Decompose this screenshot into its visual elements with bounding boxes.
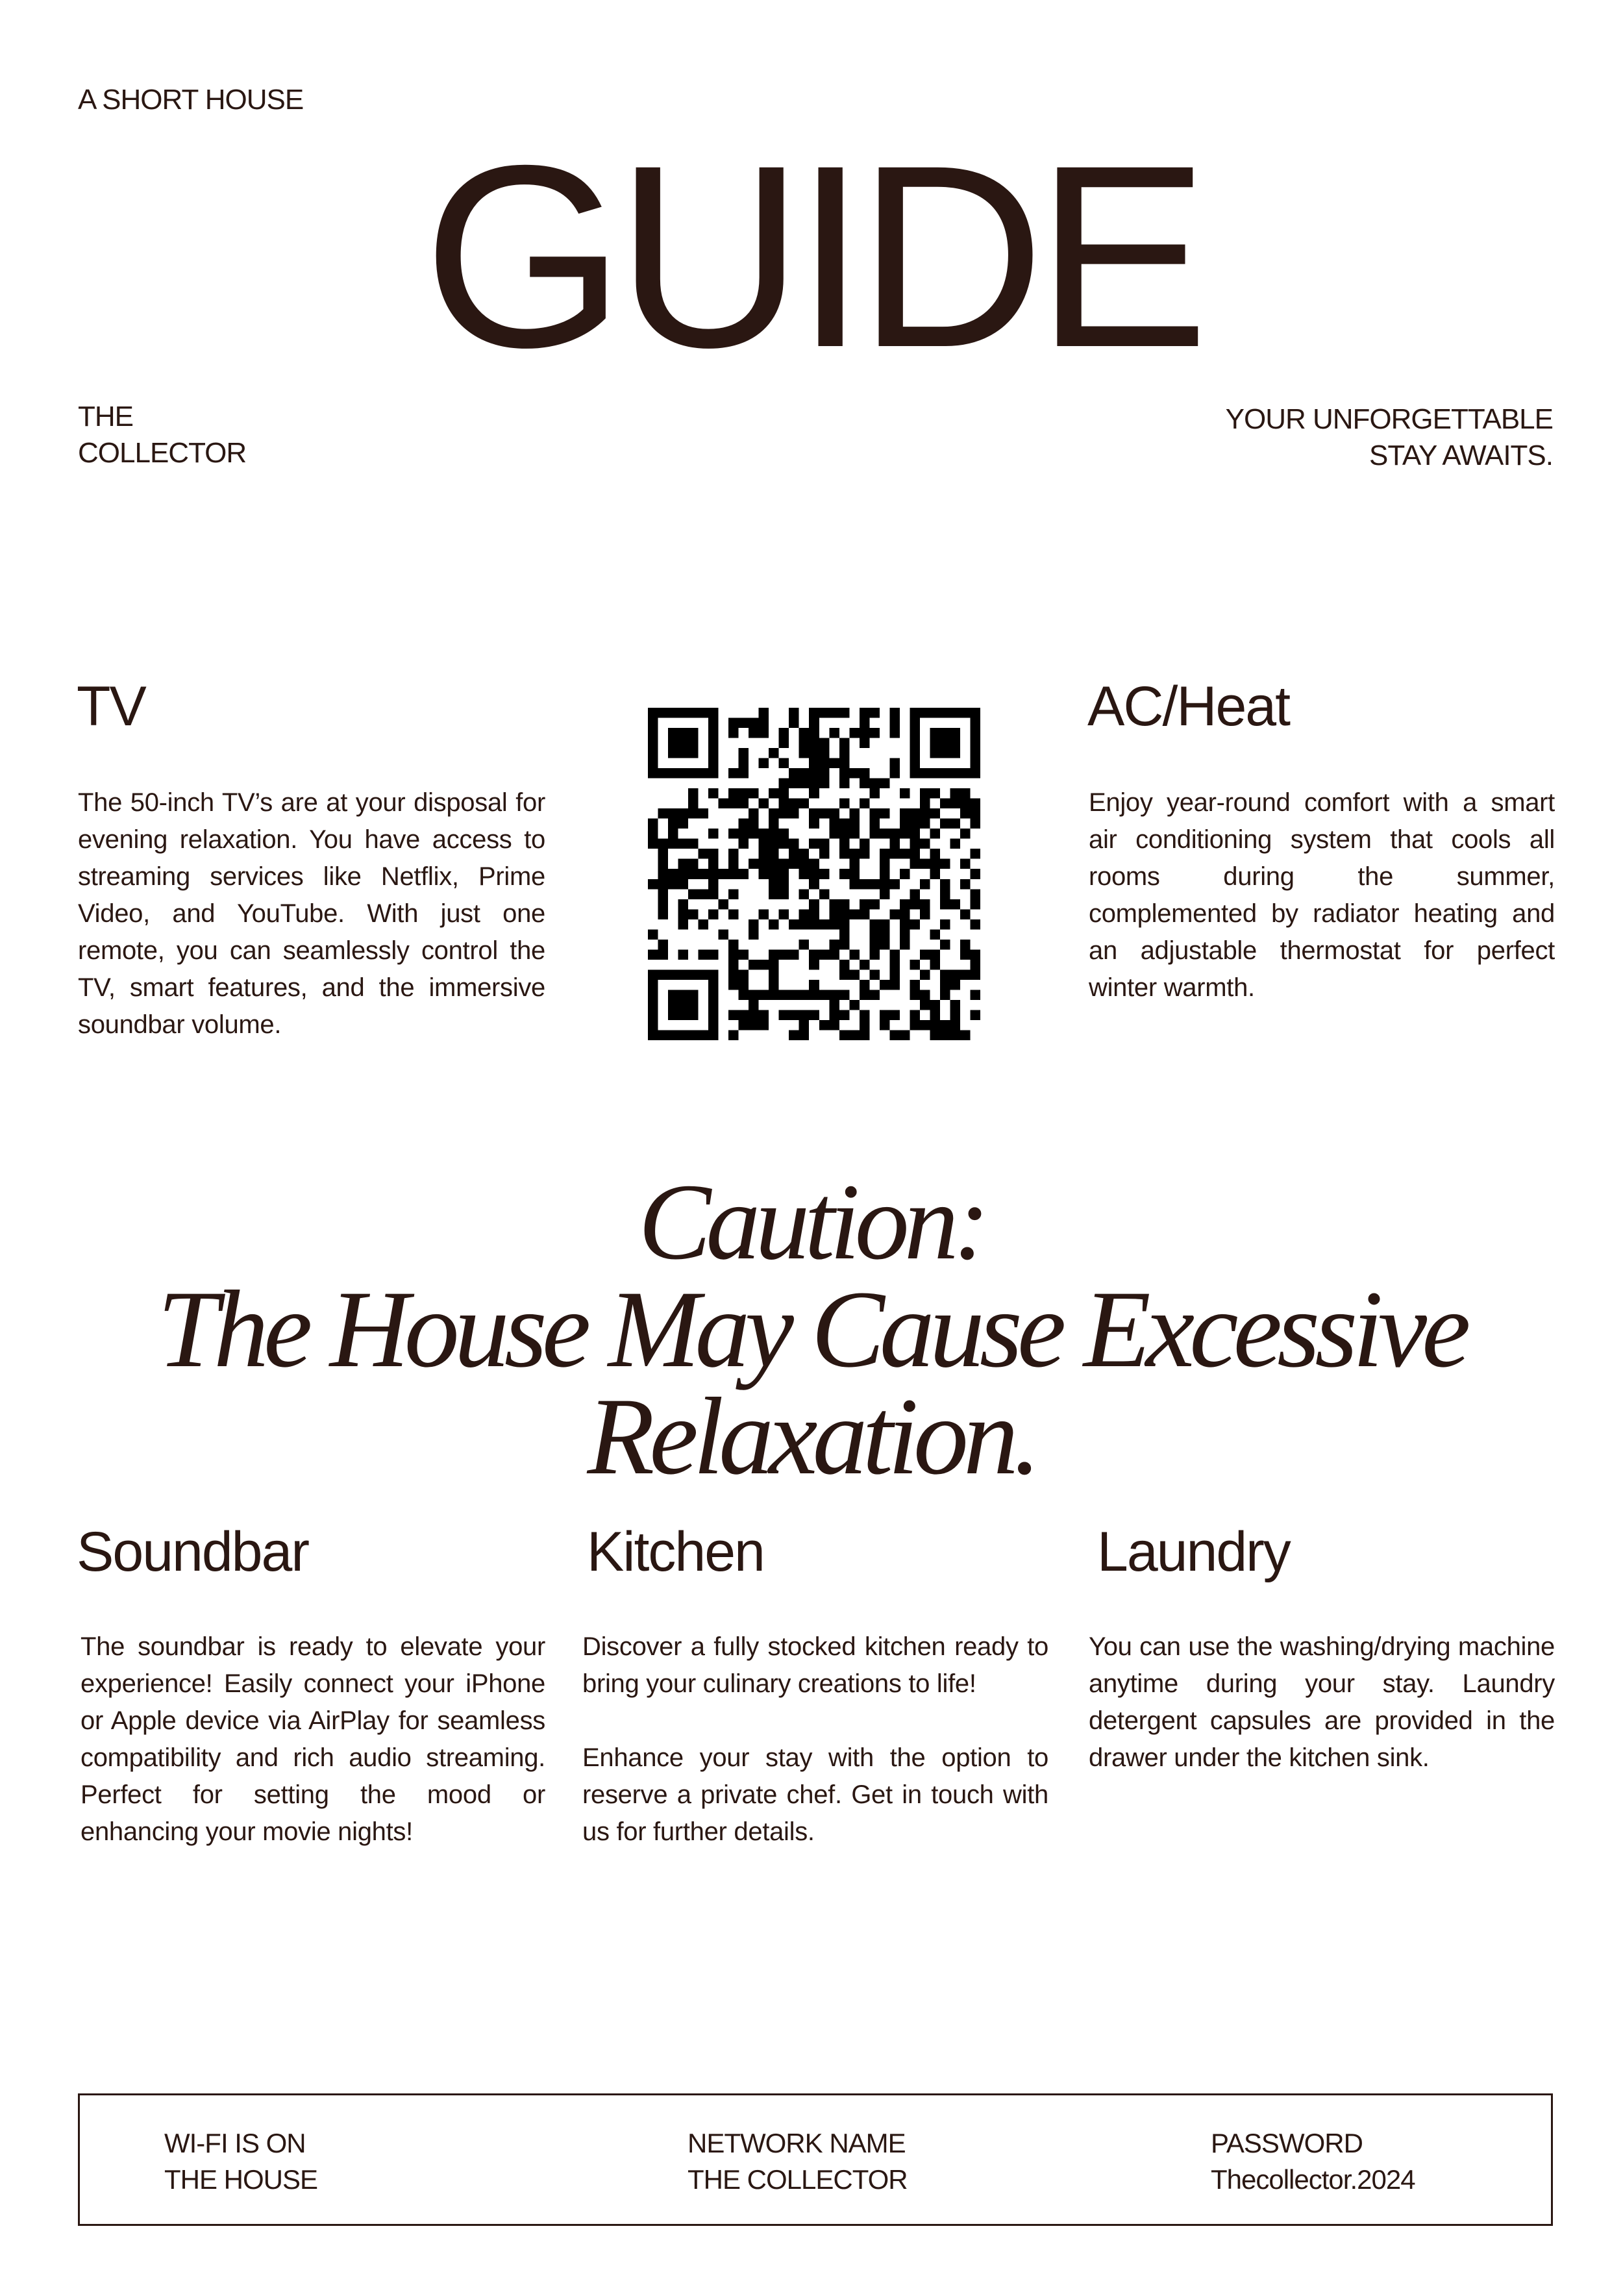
wifi-status-line-2: THE HOUSE (164, 2164, 318, 2195)
right-tagline-line-1: YOUR UNFORGETTABLE (1225, 403, 1553, 435)
tv-heading: TV (77, 675, 145, 738)
page-title: GUIDE (423, 111, 1200, 401)
kitchen-body-paragraph-1: Discover a fully stocked kitchen ready to bring your culinary creations to life! (582, 1632, 1048, 1698)
password-label: PASSWORD (1211, 2128, 1363, 2158)
ac-heat-body (1089, 784, 1555, 1006)
soundbar-body (81, 1628, 545, 1851)
brand-line: A SHORT HOUSE (78, 84, 304, 116)
ac-heat-body-text: Enjoy year-round comfort with a smart air conditioning system that cools all rooms during the summer, complemented by radiator heating and an adjustable thermostat for perfect winter warmth. (1089, 788, 1555, 1002)
caution-tagline (0, 1162, 1623, 1497)
tv-body-text: The 50-inch TV’s are at your disposal for evening relaxation. You have access to streaming services like Netflix, Prime Video, and YouTube. With just one remote, you can seamlessly control the TV, smart features, and the immersive soundbar volume. (78, 788, 545, 1039)
password-value: Thecollector.2024 (1211, 2164, 1415, 2195)
ac-heat-heading: AC/Heat (1087, 675, 1290, 738)
caution-line-2: The House May Cause Excessive Relaxation. (157, 1268, 1466, 1497)
caution-line-1: Caution: (638, 1162, 985, 1282)
network-name-value: THE COLLECTOR (688, 2164, 908, 2195)
left-tagline-line-2: COLLECTOR (78, 437, 247, 469)
laundry-body (1089, 1628, 1555, 1777)
network-name-label: NETWORK NAME (688, 2128, 906, 2158)
wifi-status-line-1: WI-FI IS ON (164, 2128, 306, 2158)
laundry-body-text: You can use the washing/drying machine anytime during your stay. Laundry detergent capsules are provided in the drawer under the kitchen sink. (1089, 1632, 1555, 1772)
right-tagline-line-2: STAY AWAITS. (1369, 440, 1553, 471)
soundbar-heading: Soundbar (77, 1521, 308, 1583)
kitchen-body (582, 1628, 1048, 1851)
qr-code-icon (648, 708, 980, 1040)
left-tagline-line-1: THE (78, 401, 133, 432)
wifi-password (1211, 2125, 1415, 2198)
wifi-status (164, 2125, 317, 2198)
kitchen-body-paragraph-2: Enhance your stay with the option to reserve a private chef. Get in touch with us for further details. (582, 1743, 1048, 1846)
left-tagline (78, 399, 246, 471)
wifi-network-name (688, 2125, 908, 2198)
tv-body (78, 784, 545, 1043)
wifi-info-box (78, 2093, 1553, 2226)
laundry-heading: Laundry (1097, 1521, 1290, 1583)
kitchen-heading: Kitchen (587, 1521, 764, 1583)
soundbar-body-text: The soundbar is ready to elevate your experience! Easily connect your iPhone or Apple device via AirPlay for seamless compatibility and rich audio streaming. Perfect for setting the mood or enhancing your movie nights! (81, 1632, 545, 1846)
right-tagline (1226, 401, 1553, 474)
